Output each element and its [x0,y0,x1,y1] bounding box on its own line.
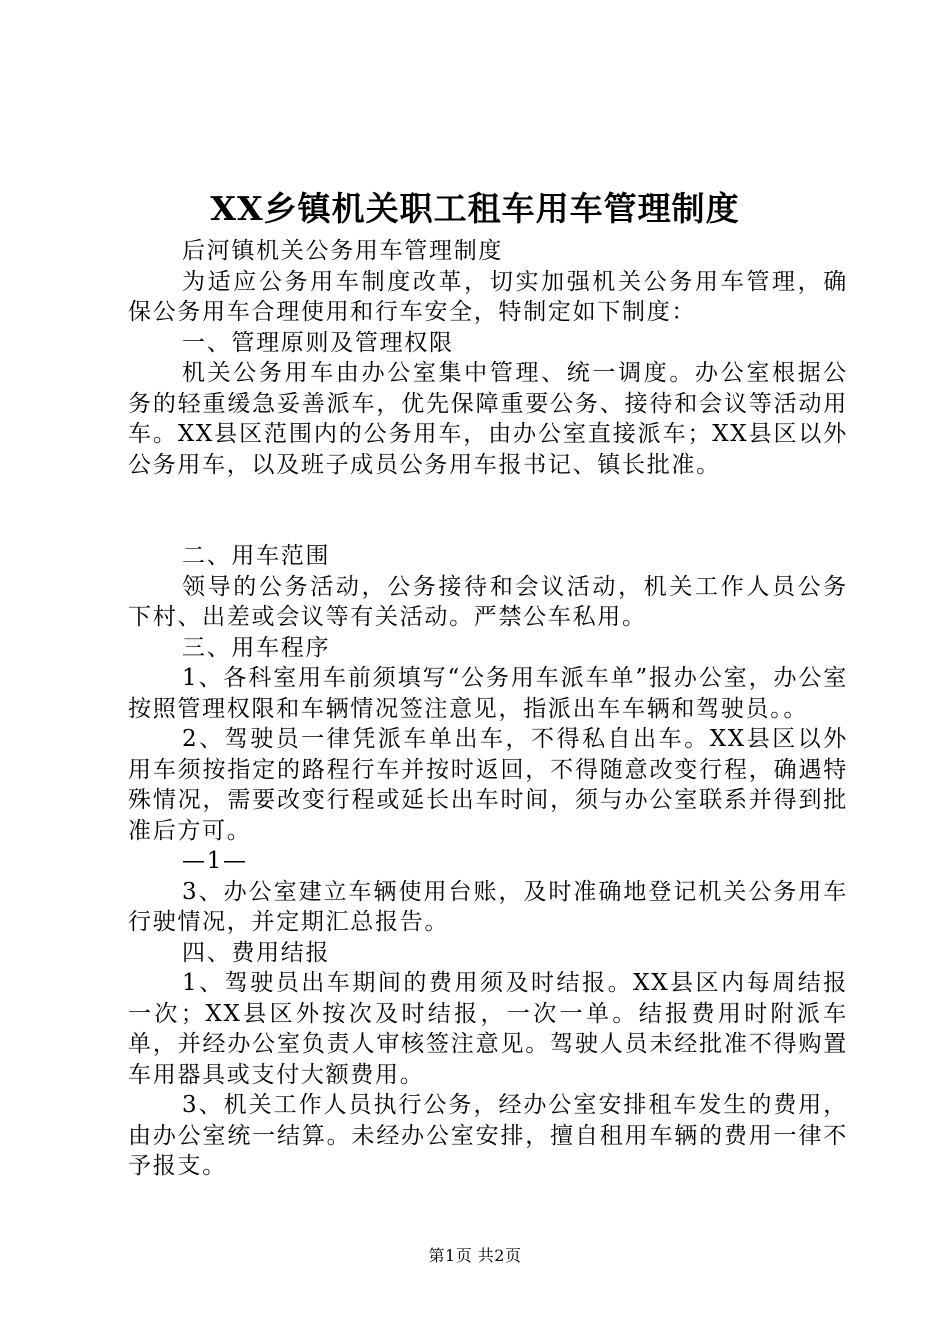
paragraph-spacer [128,480,848,541]
document-body [128,236,848,1182]
section-heading-principles: 一、管理原则及管理权限 [182,329,454,356]
inline-page-number: —1— [182,848,248,874]
scope-paragraph: 领导的公务活动，公务接待和会议活动，机关工作人员公务下村、出差或会议等有关活动。严禁公车私用。 [128,573,848,630]
expenses-item-1: 1、驾驶员出车期间的费用须及时结报。XX县区内每周结报一次；XX县区外按次及时结报，一次一单。结报费用时附派车单，并经办公室负责人审核签注意见。驾驶人员未经批准不得购置车用器具或支付大额费用。 [128,970,848,1088]
procedure-item-2: 2、驾驶员一律凭派车单出车，不得私自出车。XX县区以外用车须按指定的路程行车并按时返回，不得随意改变行程，确遇特殊情况，需要改变行程或延长出车时间，须与办公室联系并得到批准后方可。 [128,726,848,844]
subtitle-paragraph: 后河镇机关公务用车管理制度 [182,238,504,264]
principles-paragraph: 机关公务用车由办公室集中管理、统一调度。办公室根据公务的轻重缓急妥善派车，优先保障重要公务、接待和会议等活动用车。XX县区范围内的公务用车，由办公室直接派车；XX县区以外公务用车，以及班子成员公务用车报书记、镇长批准。 [128,360,848,478]
section-heading-procedure: 三、用车程序 [182,634,331,661]
section-heading-scope: 二、用车范围 [182,543,331,569]
intro-paragraph: 为适应公务用车制度改革，切实加强机关公务用车管理，确保公务用车合理使用和行车安全，特制定如下制度： [128,268,848,325]
expenses-item-3: 3、机关工作人员执行公务，经办公室安排租车发生的费用，由办公室统一结算。未经办公室安排，擅自租用车辆的费用一律不予报支。 [128,1092,848,1179]
section-heading-expenses: 四、费用结报 [182,939,331,966]
procedure-item-1: 1、各科室用车前须填写“公务用车派车单”报办公室，办公室按照管理权限和车辆情况签注意见，指派出车车辆和驾驶员。。 [128,665,848,722]
page-footer: 第1页 共2页 [428,1246,522,1265]
procedure-item-3: 3、办公室建立车辆使用台账，及时准确地登记机关公务用车行驶情况，并定期汇总报告。 [128,878,848,935]
document-title: XX乡镇机关职工租车用车管理制度 [210,189,740,228]
